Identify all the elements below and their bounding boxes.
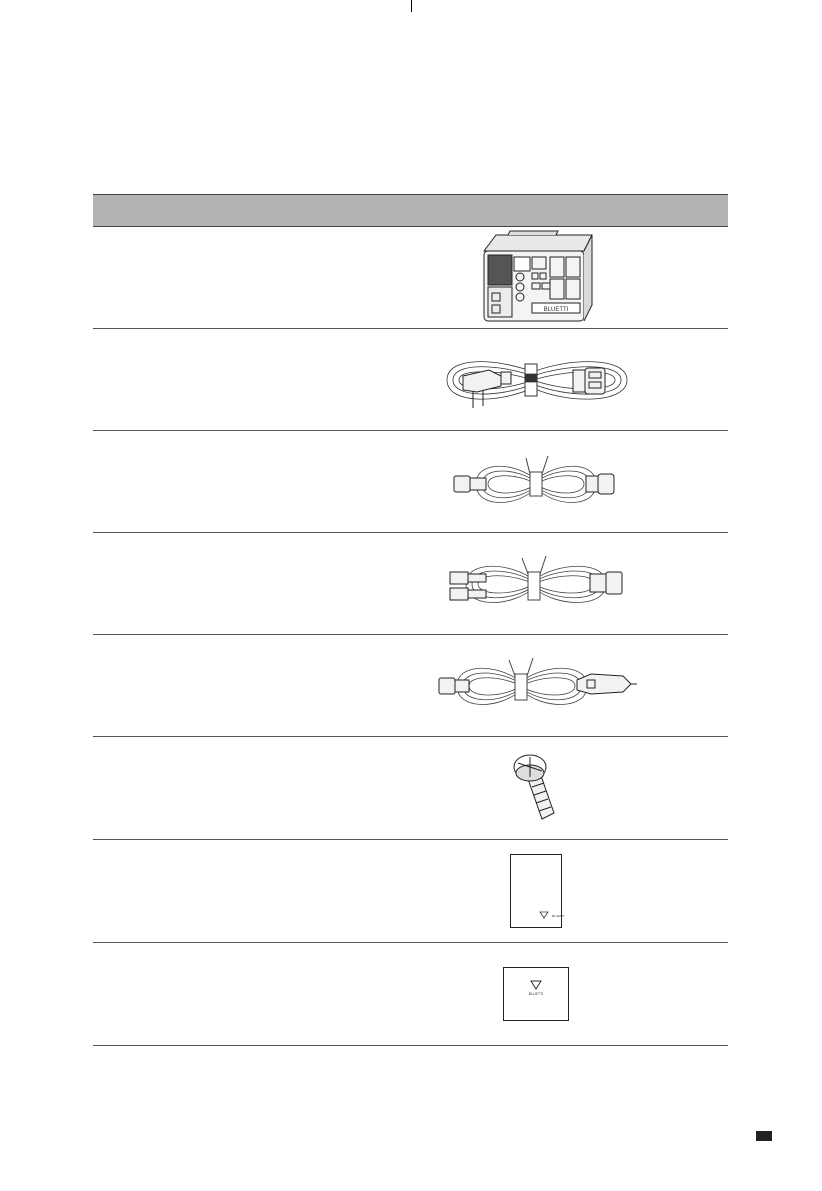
item-name-cell [93,329,343,430]
table-row [93,635,728,737]
solar-cable-icon [436,552,636,616]
table-row [93,227,728,329]
item-name-cell [93,943,343,1045]
table-row [93,943,728,1046]
item-name-cell [93,431,343,532]
item-image-cell [343,943,728,1045]
power-station-icon [474,229,598,327]
table-row [93,431,728,533]
card-logo: BLUETTI [528,992,543,996]
table-row [93,329,728,431]
item-name-cell [93,227,343,328]
package-contents-table [93,194,728,1046]
crop-mark [411,0,412,12]
table-header [93,194,728,227]
power-station-logo: BLUETTI [543,306,568,313]
item-image-cell [343,840,728,942]
manual-logo: BLUETTI [551,914,564,918]
item-name-cell [93,840,343,942]
item-image-cell [343,635,728,736]
screw-icon [506,753,566,823]
car-cable-icon [431,654,641,718]
item-image-cell [343,533,728,634]
table-row [93,533,728,635]
table-row [93,840,728,943]
ac-cable-icon [437,346,635,414]
manual-icon [510,854,562,928]
card-icon [503,967,569,1021]
item-name-cell [93,533,343,634]
page-marker [756,1131,772,1141]
table-row [93,737,728,840]
item-name-cell [93,635,343,736]
dc-cable-icon [446,450,626,514]
item-image-cell [343,431,728,532]
item-image-cell [343,329,728,430]
item-image-cell [343,737,728,839]
item-name-cell [93,737,343,839]
item-image-cell [343,227,728,328]
